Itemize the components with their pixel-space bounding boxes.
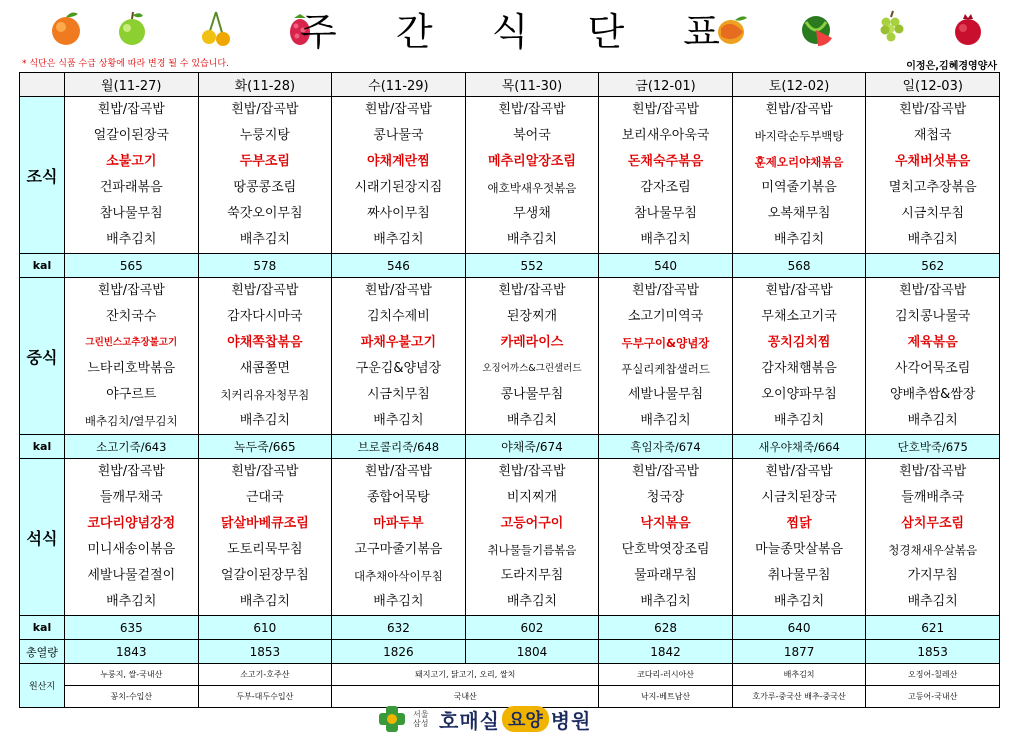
kal-value: 새우야채죽/664: [732, 435, 866, 459]
day-header: 월(11-27): [65, 73, 199, 97]
dish-item: 오이양파무침: [761, 387, 837, 402]
day-dish-cell: [198, 278, 332, 435]
dish-item: 세발나물무침: [627, 387, 704, 402]
dish-item: 양배추쌈&쌈장: [889, 387, 976, 402]
dish-item: 코다리양념강정: [87, 516, 176, 531]
dish-item: 우채버섯볶음: [895, 154, 971, 169]
day-dish-cell: [332, 97, 466, 254]
dish-item: 애호박새우젓볶음: [487, 181, 577, 195]
kal-label: kal: [20, 435, 65, 459]
dish-item: 가지무침: [907, 568, 958, 583]
origin-cell: 꽁치-수입산: [65, 686, 199, 708]
dish-item: 배추김치: [773, 594, 825, 609]
dish-item: 들깨무채국: [99, 490, 163, 505]
dish-item: 배추김치: [640, 232, 691, 247]
dish-item: 흰밥/잡곡밥: [364, 283, 432, 298]
day-header: 수(11-29): [332, 73, 466, 97]
dish-item: 배추김치: [239, 413, 290, 428]
dinner-kal-row: [20, 616, 1000, 640]
day-dish-cell: [866, 459, 1000, 616]
dish-item: 참나물무침: [634, 206, 697, 221]
origin-cell: 고등어-국내산: [866, 686, 1000, 708]
dish-item: 배추김치: [373, 232, 424, 247]
kal-value: 578: [198, 254, 332, 278]
meal-label-dinner: 석식: [20, 459, 65, 616]
dish-item: 감자채햄볶음: [761, 361, 837, 376]
total-value: 1843: [65, 640, 199, 664]
kal-value: 565: [65, 254, 199, 278]
dish-item: 배추김치: [506, 413, 558, 428]
dish-item: 닭살바베큐조림: [220, 516, 309, 531]
day-dish-cell: [465, 278, 599, 435]
hospital-region: 서울 삼성: [413, 710, 429, 728]
origin-cell: 소고기-호주산: [198, 664, 332, 686]
dish-item: 두부조림: [239, 154, 290, 169]
day-header: 화(11-28): [198, 73, 332, 97]
dish-item: 배추김치: [373, 594, 424, 609]
dish-item: 재첩국: [913, 128, 952, 143]
origin-cell: 배추김치: [732, 664, 866, 686]
day-dish-cell: [732, 97, 866, 254]
dish-item: 배추김치: [239, 232, 290, 247]
kal-value: 568: [732, 254, 866, 278]
total-value: 1826: [332, 640, 466, 664]
dish-item: 배추김치: [907, 413, 958, 428]
dish-item: 시금치된장국: [761, 490, 837, 505]
dish-item: 멸치고추장볶음: [888, 180, 977, 195]
dish-item: 시금치무침: [901, 206, 965, 221]
total-calorie-row: [20, 640, 1000, 664]
dish-item: 김치콩나물국: [895, 309, 971, 324]
dish-item: 메추리알장조림: [488, 154, 576, 169]
dish-item: 사각어묵조림: [895, 361, 971, 376]
kal-value: 602: [465, 616, 599, 640]
day-dish-cell: [332, 459, 466, 616]
hospital-cross-icon: [375, 704, 409, 734]
dish-item: 꽁치김치찜: [767, 335, 831, 350]
green-apple-icon: [114, 8, 150, 48]
day-dish-cell: [65, 278, 199, 435]
dish-item: 배추김치: [506, 594, 558, 609]
dish-item: 흰밥/잡곡밥: [899, 102, 967, 117]
total-value: 1877: [732, 640, 866, 664]
dish-item: 얼갈이된장국: [93, 128, 169, 143]
breakfast-kal-row: [20, 254, 1000, 278]
dish-item: 청국장: [646, 490, 685, 505]
header: [0, 0, 1021, 56]
total-label: 총열량: [20, 640, 65, 664]
dish-item: 배추김치/열무김치: [84, 414, 178, 428]
total-value: 1842: [599, 640, 733, 664]
dish-item: 카레라이스: [500, 335, 564, 350]
dish-item: 미역줄기볶음: [761, 180, 837, 195]
dish-item: 누룽지탕: [239, 128, 290, 143]
dinner-row: [20, 459, 1000, 616]
dish-item: 배추김치: [106, 594, 157, 609]
day-header: 목(11-30): [465, 73, 599, 97]
dish-item: 야채쪽찹볶음: [227, 335, 303, 350]
dish-item: 새콤쫄면: [239, 361, 290, 376]
dish-item: 흰밥/잡곡밥: [631, 102, 700, 117]
dish-item: 무채소고기국: [761, 309, 837, 324]
day-dish-cell: [866, 97, 1000, 254]
dish-item: 흰밥/잡곡밥: [498, 102, 566, 117]
dish-item: 콩나물국: [373, 128, 424, 143]
dish-item: 훈제오리야채볶음: [754, 155, 844, 169]
dish-item: 오복채무침: [767, 206, 831, 221]
origin-row-1: [20, 664, 1000, 686]
day-dish-cell: [599, 97, 733, 254]
dish-item: 들깨배추국: [901, 490, 965, 505]
dish-item: 흰밥/잡곡밥: [231, 283, 299, 298]
dish-item: 흰밥/잡곡밥: [631, 283, 700, 298]
notice-text: * 식단은 식품 수급 상황에 따라 변경 될 수 있습니다.: [22, 59, 229, 69]
hospital-badge: 요양: [502, 706, 549, 732]
dish-item: 쑥갓오이무침: [227, 206, 303, 221]
dish-item: 감자조림: [640, 180, 691, 195]
dish-item: 세발나물겉절이: [87, 568, 176, 583]
title-char: 단: [587, 9, 625, 54]
dish-item: 돈채숙주볶음: [627, 154, 704, 169]
kal-value: 621: [866, 616, 1000, 640]
dish-item: 배추김치: [239, 594, 290, 609]
dish-item: 흰밥/잡곡밥: [97, 283, 165, 298]
dish-item: 치커리유자청무침: [220, 388, 310, 402]
kal-value: 흑임자죽/674: [599, 435, 733, 459]
dish-item: 배추김치: [773, 232, 825, 247]
dish-item: 야채계란찜: [367, 154, 430, 169]
title-char: 주: [300, 9, 337, 54]
origin-cell: 국내산: [332, 686, 599, 708]
dish-item: 시금치무침: [367, 387, 430, 402]
dish-item: 야구르트: [106, 387, 157, 402]
origin-label: 원산지: [20, 664, 65, 708]
dish-item: 구운김&양념장: [355, 361, 442, 376]
dish-item: 얼갈이된장무침: [220, 568, 309, 583]
kal-value: 635: [65, 616, 199, 640]
dish-item: 보리새우아욱국: [621, 128, 710, 143]
dietitian-name: 이정은,김혜경영양사: [906, 61, 997, 72]
day-dish-cell: [866, 278, 1000, 435]
dish-item: 배추김치: [373, 413, 424, 428]
dish-item: 땅콩콩조림: [233, 180, 297, 195]
dish-item: 비지찌개: [506, 490, 558, 505]
dish-item: 오징어까스&그린샐러드: [482, 363, 582, 374]
dish-item: 삼치무조림: [901, 516, 965, 531]
kal-value: 628: [599, 616, 733, 640]
dish-item: 감자다시마국: [227, 309, 303, 324]
dish-item: 그린빈스고추장불고기: [85, 337, 178, 348]
dish-item: 무생채: [513, 206, 551, 221]
dish-item: 취나물들기름볶음: [487, 543, 577, 557]
origin-cell: 낙지-베트남산: [599, 686, 733, 708]
dish-item: 도라지무침: [500, 568, 564, 583]
day-dish-cell: [732, 459, 866, 616]
dish-item: 마파두부: [373, 516, 424, 531]
meal-label-breakfast: 조식: [20, 97, 65, 254]
cherry-icon: [198, 8, 234, 48]
kal-value: 녹두죽/665: [198, 435, 332, 459]
dish-item: 흰밥/잡곡밥: [97, 102, 165, 117]
lunch-kal-row: [20, 435, 1000, 459]
dish-item: 콩나물무침: [500, 387, 564, 402]
corner-cell: [20, 73, 65, 97]
pomegranate-icon: [950, 8, 986, 48]
dish-item: 흰밥/잡곡밥: [231, 464, 299, 479]
dish-item: 미니새송이볶음: [87, 542, 176, 557]
dish-item: 배추김치: [907, 594, 958, 609]
dish-item: 단호박엿장조림: [621, 542, 710, 557]
dish-item: 흰밥/잡곡밥: [631, 464, 700, 479]
kal-value: 640: [732, 616, 866, 640]
origin-cell: 두부-대두수입산: [198, 686, 332, 708]
dish-item: 흰밥/잡곡밥: [765, 102, 833, 117]
dish-item: 배추김치: [106, 232, 157, 247]
origin-cell: 누룽지, 쌀-국내산: [65, 664, 199, 686]
lunch-row: [20, 278, 1000, 435]
day-header: 금(12-01): [599, 73, 733, 97]
meal-label-lunch: 중식: [20, 278, 65, 435]
dish-item: 김치수제비: [367, 309, 430, 324]
dish-item: 흰밥/잡곡밥: [364, 464, 432, 479]
dish-item: 짜사이무침: [367, 206, 430, 221]
total-value: 1853: [198, 640, 332, 664]
dish-item: 흰밥/잡곡밥: [498, 464, 566, 479]
dish-item: 청경채새우살볶음: [888, 543, 978, 557]
dish-item: 배추김치: [640, 413, 691, 428]
dish-item: 종합어묵탕: [367, 490, 430, 505]
hospital-name-right: 병원: [550, 708, 592, 733]
day-dish-cell: [732, 278, 866, 435]
hospital-logo: [375, 703, 591, 735]
dish-item: 흰밥/잡곡밥: [899, 464, 967, 479]
dish-item: 북어국: [513, 128, 551, 143]
title-char: 표: [683, 9, 720, 54]
day-dish-cell: [65, 459, 199, 616]
dish-item: 느타리호박볶음: [87, 361, 176, 376]
dish-item: 취나물무침: [767, 568, 831, 583]
breakfast-row: [20, 97, 1000, 254]
dish-item: 흰밥/잡곡밥: [498, 283, 566, 298]
dish-item: 배추김치: [640, 594, 691, 609]
dish-item: 배추김치: [506, 232, 558, 247]
kal-value: 단호박죽/675: [866, 435, 1000, 459]
day-dish-cell: [198, 459, 332, 616]
dish-item: 흰밥/잡곡밥: [231, 102, 299, 117]
dish-item: 흰밥/잡곡밥: [364, 102, 432, 117]
peach-icon: [48, 8, 84, 48]
day-dish-cell: [65, 97, 199, 254]
kal-value: 632: [332, 616, 466, 640]
day-dish-cell: [599, 278, 733, 435]
dish-item: 도토리묵무침: [227, 542, 303, 557]
origin-cell: 코다리-러시아산: [599, 664, 733, 686]
weekly-menu-table: [19, 72, 1000, 708]
day-dish-cell: [465, 97, 599, 254]
kal-label: kal: [20, 254, 65, 278]
kal-label: kal: [20, 616, 65, 640]
dish-item: 고등어구이: [500, 516, 564, 531]
dish-item: 바지락순두부백탕: [754, 129, 844, 143]
dish-item: 소고기미역국: [627, 309, 704, 324]
dish-item: 흰밥/잡곡밥: [899, 283, 967, 298]
kal-value: 소고기죽/643: [65, 435, 199, 459]
day-header-row: [20, 73, 1000, 97]
dish-item: 물파래무침: [634, 568, 697, 583]
day-header: 일(12-03): [866, 73, 1000, 97]
watermelon-icon: [798, 8, 834, 48]
dish-item: 소불고기: [106, 154, 157, 169]
dish-item: 두부구이&양념장: [621, 336, 710, 350]
dish-item: 고구마줄기볶음: [354, 542, 443, 557]
kal-value: 540: [599, 254, 733, 278]
kal-value: 브로콜리죽/648: [332, 435, 466, 459]
origin-cell: 돼지고기, 닭고기, 오리, 쌀치: [332, 664, 599, 686]
dish-item: 배추김치: [773, 413, 825, 428]
kal-value: 546: [332, 254, 466, 278]
dish-item: 흰밥/잡곡밥: [97, 464, 165, 479]
total-value: 1853: [866, 640, 1000, 664]
dish-item: 근대국: [246, 490, 284, 505]
dish-item: 흰밥/잡곡밥: [765, 464, 833, 479]
dish-item: 푸실리케찹샐러드: [621, 362, 710, 376]
dish-item: 참나물무침: [99, 206, 163, 221]
page-title: [300, 4, 720, 52]
day-dish-cell: [332, 278, 466, 435]
day-header: 토(12-02): [732, 73, 866, 97]
kal-value: 562: [866, 254, 1000, 278]
dish-item: 제육볶음: [907, 335, 958, 350]
title-char: 간: [395, 9, 433, 54]
dish-item: 찜닭: [786, 516, 812, 531]
dish-item: 대추채아삭이무침: [353, 569, 443, 583]
origin-cell: 호가루-중국산 배추-중국산: [732, 686, 866, 708]
kal-value: 552: [465, 254, 599, 278]
origin-cell: 오징어-칠레산: [866, 664, 1000, 686]
kal-value: 야채죽/674: [465, 435, 599, 459]
dish-item: 건파래볶음: [99, 180, 163, 195]
dish-item: 배추김치: [907, 232, 958, 247]
hospital-name-left: 호매실: [439, 708, 500, 733]
day-dish-cell: [599, 459, 733, 616]
dish-item: 마늘종맛살볶음: [755, 542, 844, 557]
dish-item: 낙지볶음: [640, 516, 691, 531]
dish-item: 된장찌개: [506, 309, 558, 324]
grape-icon: [873, 8, 909, 48]
day-dish-cell: [465, 459, 599, 616]
title-char: 식: [491, 9, 529, 54]
dish-item: 파채우불고기: [360, 335, 437, 350]
dish-item: 잔치국수: [106, 309, 157, 324]
dish-item: 시래기된장지짐: [354, 180, 443, 195]
dish-item: 흰밥/잡곡밥: [765, 283, 833, 298]
total-value: 1804: [465, 640, 599, 664]
kal-value: 610: [198, 616, 332, 640]
day-dish-cell: [198, 97, 332, 254]
